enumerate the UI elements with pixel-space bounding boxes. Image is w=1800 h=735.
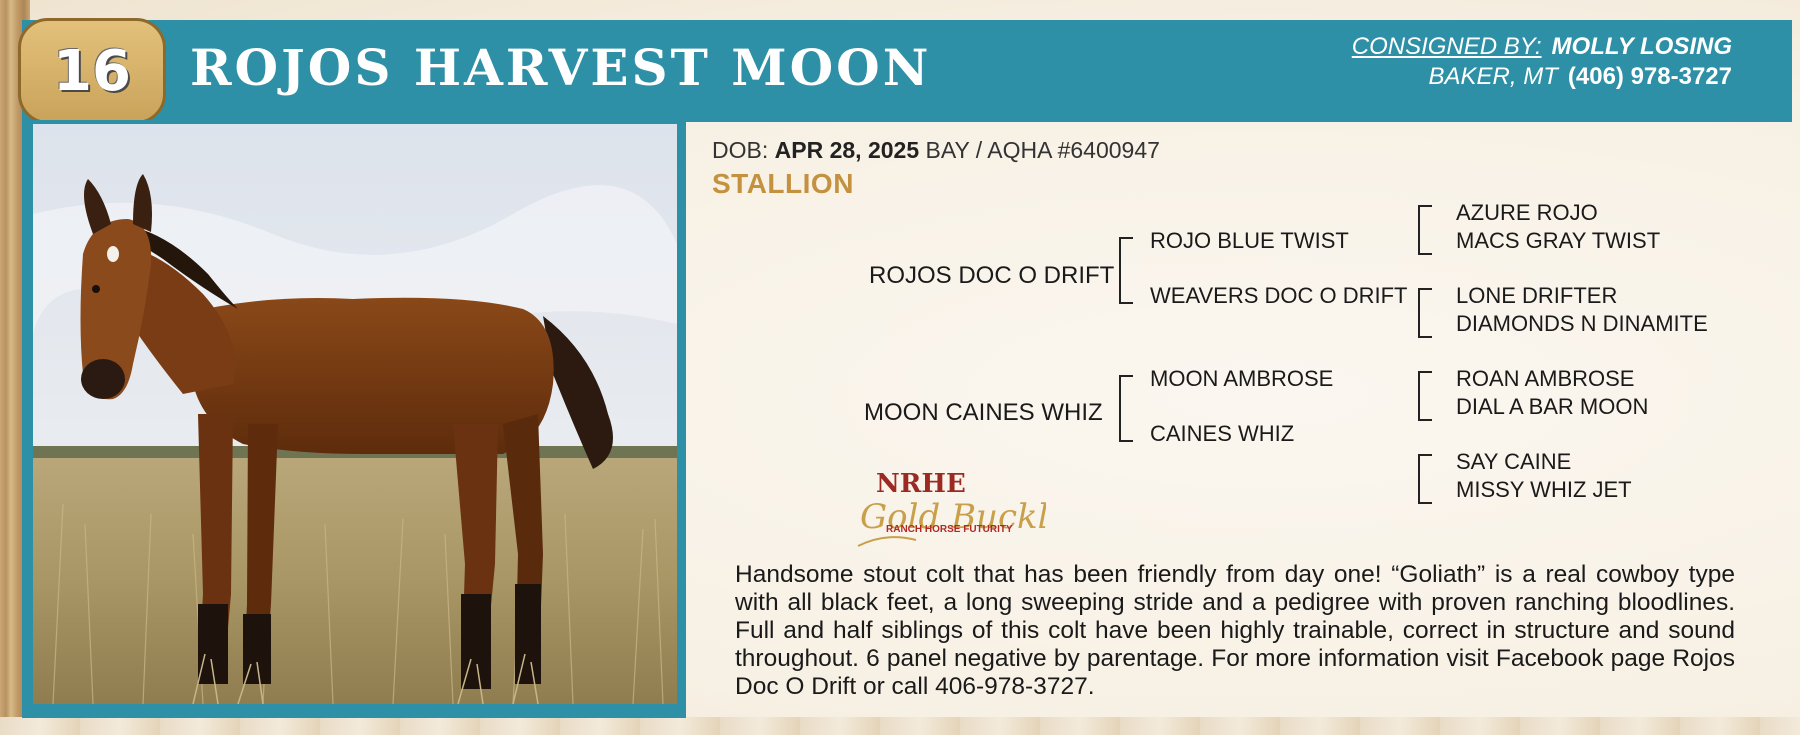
- consignor-phone: (406) 978-3727: [1567, 63, 1732, 90]
- consignor-location: BAKER, MT: [1428, 63, 1558, 90]
- horse-photo: [33, 124, 677, 704]
- horse-name: ROJOS HARVEST MOON: [190, 38, 932, 97]
- bracket-g1: [1418, 205, 1432, 255]
- bracket-g3: [1418, 371, 1432, 421]
- lot-number: 16: [53, 38, 131, 104]
- gold-buckle-futurity-logo: [846, 462, 1046, 558]
- logo-ribbon-text: RANCH HORSE FUTURITY: [886, 524, 1013, 535]
- bracket-dam: [1119, 375, 1133, 442]
- pedigree-g4: DIAMONDS N DINAMITE: [1456, 311, 1708, 336]
- pedigree-dam: MOON CAINES WHIZ: [864, 399, 1103, 426]
- pedigree-dam-sire: MOON AMBROSE: [1150, 366, 1334, 391]
- pedigree-g3: LONE DRIFTER: [1456, 283, 1618, 308]
- logo-top-text: NRHE: [876, 469, 966, 499]
- description: Handsome stout colt that has been friendly from day one! “Goliath” is a real cowboy type with all black feet, a long sweeping stride and a pedigree with proven ranching bloodlines. Full and half siblings of this colt have been highly trainable, correct in structure and sound throughout. 6 panel negative by parentage. For more information visit Facebook page Rojos Doc O Drift or call 406-978-3727.: [735, 561, 1735, 700]
- consigned-by-label: CONSIGNED BY:: [1351, 33, 1542, 60]
- pedigree-g8: MISSY WHIZ JET: [1456, 477, 1632, 502]
- dob-label: DOB:: [712, 137, 769, 163]
- lot-number-badge: [18, 18, 166, 124]
- pedigree-g7: SAY CAINE: [1456, 449, 1572, 474]
- consignor-name: MOLLY LOSING: [1551, 33, 1732, 60]
- dob-value: APR 28, 2025: [774, 137, 920, 163]
- pedigree-g1: AZURE ROJO: [1456, 200, 1598, 225]
- color-registration: BAY / AQHA #6400947: [925, 137, 1160, 163]
- pedigree-dam-dam: CAINES WHIZ: [1150, 421, 1295, 446]
- pedigree-g5: ROAN AMBROSE: [1456, 366, 1635, 391]
- pedigree-sire: ROJOS DOC O DRIFT: [869, 262, 1115, 289]
- sex-label: STALLION: [712, 168, 854, 199]
- pedigree-g2: MACS GRAY TWIST: [1456, 228, 1661, 253]
- logo-script-text: Gold Buck: [860, 497, 1038, 537]
- pedigree-sire-sire: ROJO BLUE TWIST: [1150, 228, 1349, 253]
- pedigree-g6: DIAL A BAR MOON: [1456, 394, 1649, 419]
- dob-line: [712, 137, 1160, 164]
- bracket-sire: [1119, 237, 1133, 304]
- consignor-info: [1352, 32, 1732, 92]
- bracket-g2: [1418, 288, 1432, 338]
- pedigree-sire-dam: WEAVERS DOC O DRIFT: [1150, 283, 1408, 308]
- bottom-border: [0, 717, 1800, 735]
- bracket-g4: [1418, 454, 1432, 504]
